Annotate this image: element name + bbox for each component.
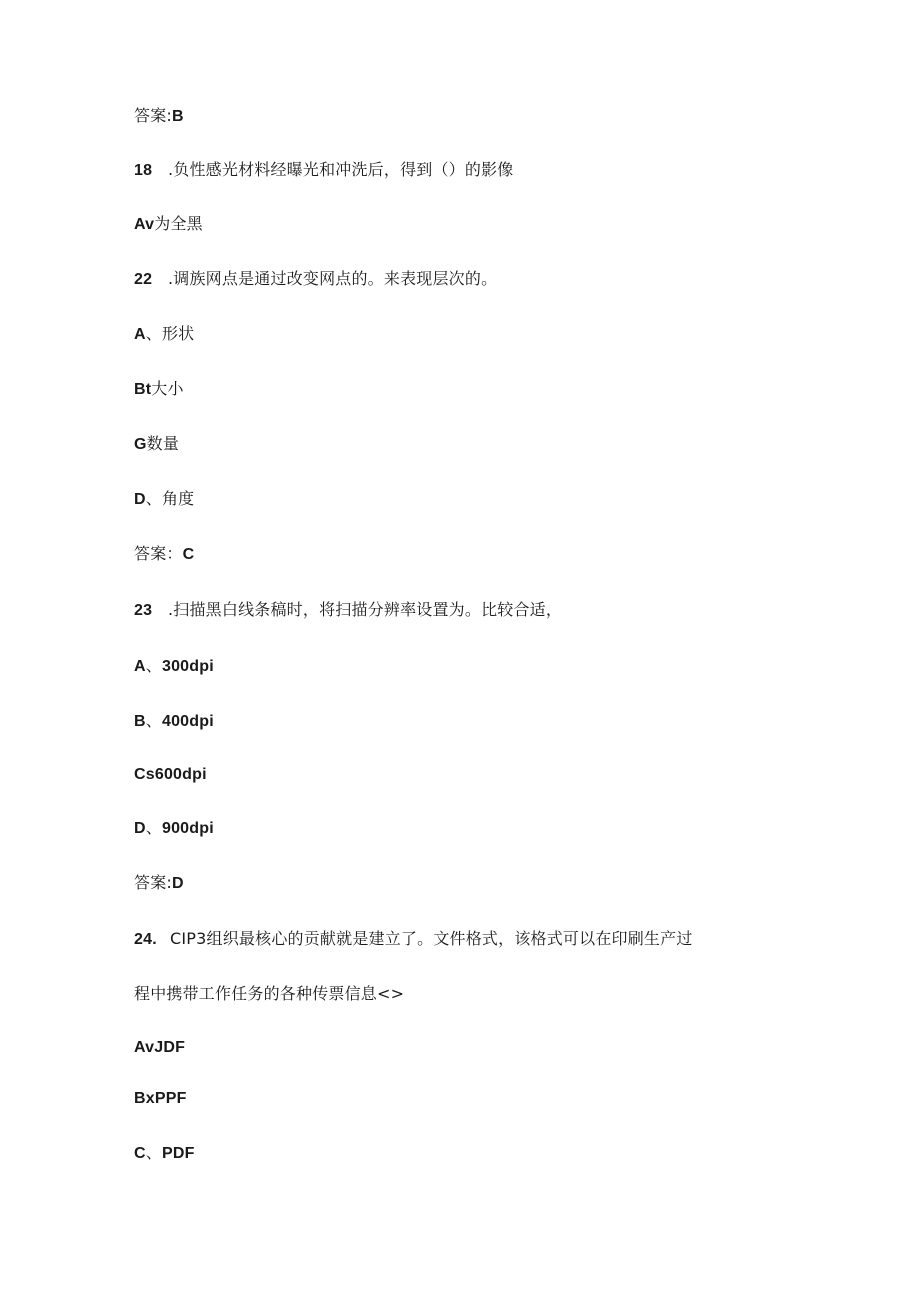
question-continuation <box>134 983 404 1005</box>
answer-label: 答案: <box>134 873 172 892</box>
option-line <box>134 817 214 840</box>
option-label: Av <box>134 216 155 233</box>
option-text: 数量 <box>146 434 180 453</box>
answer-label: 答案: <box>134 106 172 125</box>
option-text: 大小 <box>151 379 184 398</box>
option-label: D <box>134 491 146 508</box>
option-text: PDF <box>161 1145 195 1162</box>
option-label: D <box>134 820 146 837</box>
option-text: BxPPF <box>134 1090 187 1107</box>
answer-line <box>134 543 194 566</box>
option-separator: 、 <box>145 1143 162 1162</box>
option-line <box>134 655 214 678</box>
question-line <box>134 268 497 291</box>
answer-line <box>134 872 184 895</box>
option-text: 900dpi <box>161 820 214 837</box>
option-text: 300dpi <box>161 658 214 675</box>
option-line <box>134 1087 187 1110</box>
option-separator: 、 <box>145 656 162 675</box>
option-line <box>134 378 184 401</box>
option-line <box>134 488 194 511</box>
question-number: 18 <box>134 162 153 179</box>
option-text: 、形状 <box>145 324 195 343</box>
option-line <box>134 1142 195 1165</box>
option-separator: 、 <box>145 711 162 730</box>
option-separator: 、 <box>145 818 162 837</box>
question-line <box>134 599 562 622</box>
question-text: .扫描黑白线条稿时，将扫描分辨率设置为。比较合适， <box>168 600 563 619</box>
option-text: 为全黑 <box>154 214 203 233</box>
option-text: 400dpi <box>161 713 214 730</box>
option-line <box>134 710 214 733</box>
question-number: 24. <box>134 931 157 948</box>
option-label: Av <box>134 1039 155 1056</box>
option-label: A <box>134 326 146 343</box>
answer-value: C <box>182 546 195 563</box>
option-label: A <box>134 658 146 675</box>
option-text: 、角度 <box>145 489 195 508</box>
answer-value: B <box>172 108 184 125</box>
question-text: CIP3组织最核心的贡献就是建立了。文件格式，该格式可以在印刷生产过 <box>170 929 693 948</box>
answer-label: 答案： <box>134 544 183 563</box>
option-label: C <box>134 1145 146 1162</box>
option-label: G <box>134 436 147 453</box>
option-label: Bt <box>134 381 152 398</box>
question-number: 22 <box>134 271 153 288</box>
option-text: JDF <box>154 1039 186 1056</box>
question-line <box>134 928 693 951</box>
option-label: B <box>134 713 146 730</box>
question-line <box>134 159 514 182</box>
option-line <box>134 433 179 456</box>
option-line <box>134 1036 185 1059</box>
option-text: Cs600dpi <box>134 766 207 783</box>
option-line <box>134 323 194 346</box>
question-text: .负性感光材料经曝光和冲洗后，得到（）的影像 <box>168 160 514 179</box>
question-number: 23 <box>134 602 153 619</box>
answer-value: D <box>172 875 184 892</box>
option-line <box>134 763 207 786</box>
answer-line <box>134 105 184 128</box>
question-text: .调族网点是通过改变网点的。来表现层次的。 <box>168 269 498 288</box>
question-text: 程中携带工作任务的各种传票信息<> <box>134 984 405 1003</box>
option-line <box>134 213 203 236</box>
